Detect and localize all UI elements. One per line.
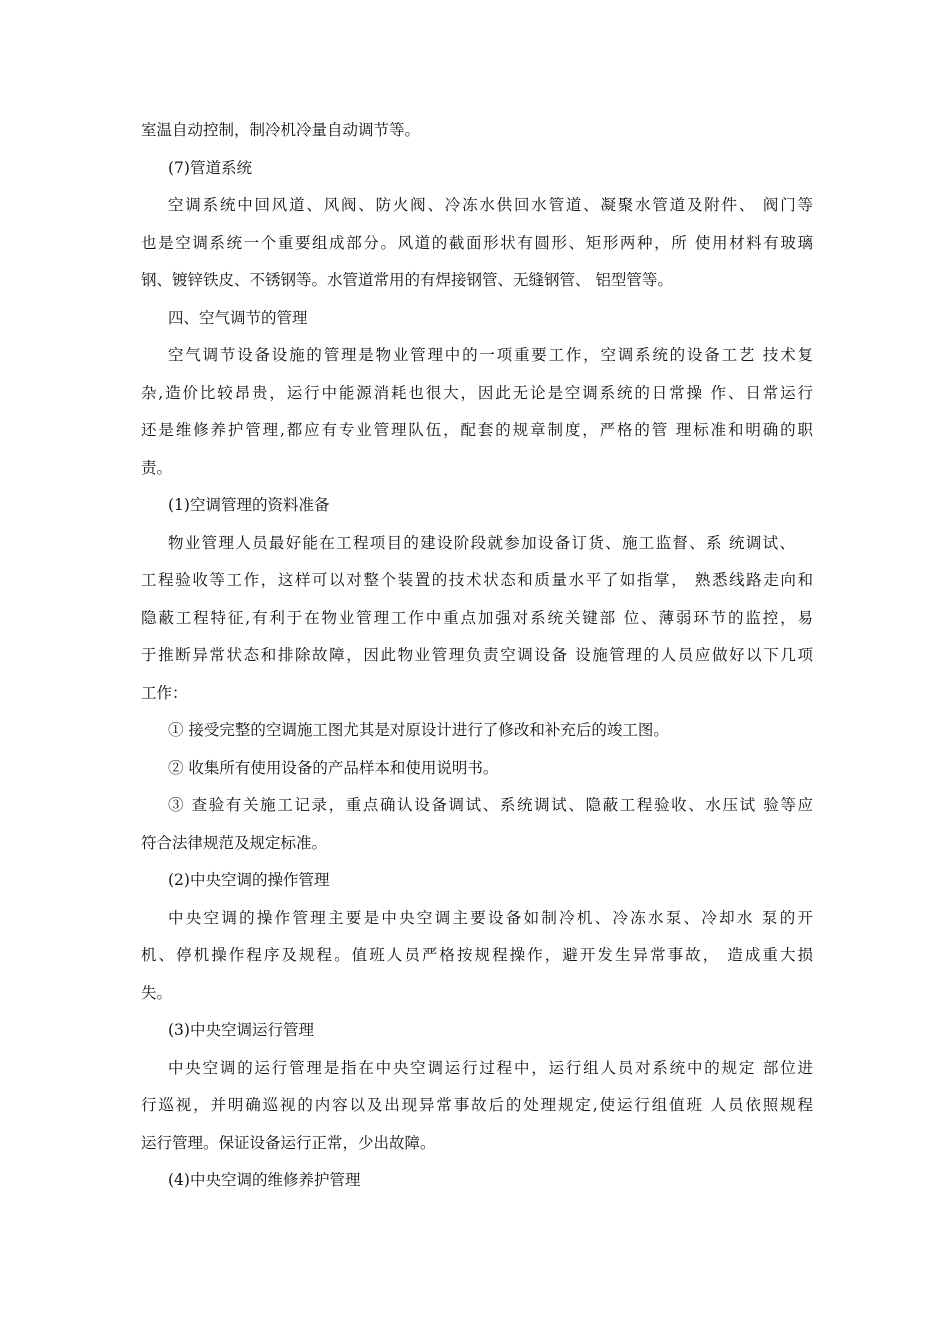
list-item [0, 753, 950, 783]
line-text: 物业管理人员最好能在工程项目的建设阶段就参加设备订货、施工监督、系 统调试、 [168, 534, 795, 552]
text-line [0, 828, 950, 858]
text-line [0, 115, 950, 145]
line-text: 于推断异常状态和排除故障，因此物业管理负责空调设备 设施管理的人员应做好以下几项 [141, 646, 813, 664]
line-text: 空气调节设备设施的管理是物业管理中的一项重要工作，空调系统的设备工艺 技术复 [168, 346, 813, 364]
line-text: ① 接受完整的空调施工图尤其是对原设计进行了修改和补充后的竣工图。 [168, 721, 669, 739]
line-text: 室温自动控制，制冷机冷量自动调节等。 [141, 121, 421, 139]
line-text: 中央空调的运行管理是指在中央空调运行过程中，运行组人员对系统中的规定 部位进 [168, 1059, 813, 1077]
text-line [0, 603, 950, 633]
line-text: (2)中央空调的操作管理 [168, 871, 330, 889]
text-line [0, 1053, 950, 1083]
list-item [0, 790, 950, 820]
text-line [0, 940, 950, 970]
line-text: 工作： [141, 684, 188, 702]
line-text: 隐蔽工程特征,有利于在物业管理工作中重点加强对系统关键部 位、薄弱环节的监控，易 [141, 609, 813, 627]
text-line [0, 1128, 950, 1158]
line-text: 工程验收等工作，这样可以对整个装置的技术状态和质量水平了如指掌， 熟悉线路走向和 [141, 571, 813, 589]
text-line [0, 903, 950, 933]
section-heading [0, 1165, 950, 1195]
line-text: 运行管理。保证设备运行正常，少出故障。 [141, 1134, 436, 1152]
section-heading [0, 303, 950, 333]
section-heading [0, 153, 950, 183]
text-line [0, 678, 950, 708]
line-text: 中央空调的操作管理主要是中央空调主要设备如制冷机、冷冻水泵、冷却水 泵的开 [168, 909, 813, 927]
text-line [0, 228, 950, 258]
line-text: (4)中央空调的维修养护管理 [168, 1171, 361, 1189]
text-line [0, 340, 950, 370]
text-line [0, 415, 950, 445]
text-line [0, 453, 950, 483]
line-text: 符合法律规范及规定标准。 [141, 834, 328, 852]
line-text: 也是空调系统一个重要组成部分。风道的截面形状有圆形、矩形两种，所 使用材料有玻璃 [141, 234, 813, 252]
line-text: (7)管道系统 [168, 159, 252, 177]
text-line [0, 528, 950, 558]
line-text: ③ 查验有关施工记录，重点确认设备调试、系统调试、隐蔽工程验收、水压试 验等应 [168, 796, 813, 814]
line-text: 空调系统中回风道、风阀、防火阀、冷冻水供回水管道、凝聚水管道及附件、 阀门等 [168, 196, 813, 214]
text-line [0, 190, 950, 220]
line-text: ② 收集所有使用设备的产品样本和使用说明书。 [168, 759, 499, 777]
line-text: (1)空调管理的资料准备 [168, 496, 330, 514]
text-line [0, 565, 950, 595]
line-text: 钢、镀锌铁皮、不锈钢等。水管道常用的有焊接钢管、无缝钢管、 铝型管等。 [141, 271, 673, 289]
line-text: 失。 [141, 984, 173, 1002]
section-heading [0, 1015, 950, 1045]
text-line [0, 978, 950, 1008]
text-line [0, 640, 950, 670]
line-text: 机、停机操作程序及规程。值班人员严格按规程操作，避开发生异常事故， 造成重大损 [141, 946, 813, 964]
line-text: 行巡视，并明确巡视的内容以及出现异常事故后的处理规定,使运行组值班 人员依照规程 [141, 1096, 813, 1114]
line-text: 四、空气调节的管理 [168, 309, 308, 327]
list-item [0, 715, 950, 745]
line-text: 责。 [141, 459, 173, 477]
line-text: (3)中央空调运行管理 [168, 1021, 314, 1039]
text-line [0, 265, 950, 295]
text-line [0, 378, 950, 408]
text-line [0, 1090, 950, 1120]
section-heading [0, 865, 950, 895]
line-text: 还是维修养护管理,都应有专业管理队伍，配套的规章制度，严格的管 理标准和明确的职 [141, 421, 813, 439]
line-text: 杂,造价比较昂贵，运行中能源消耗也很大，因此无论是空调系统的日常操 作、日常运行 [141, 384, 813, 402]
section-heading [0, 490, 950, 520]
